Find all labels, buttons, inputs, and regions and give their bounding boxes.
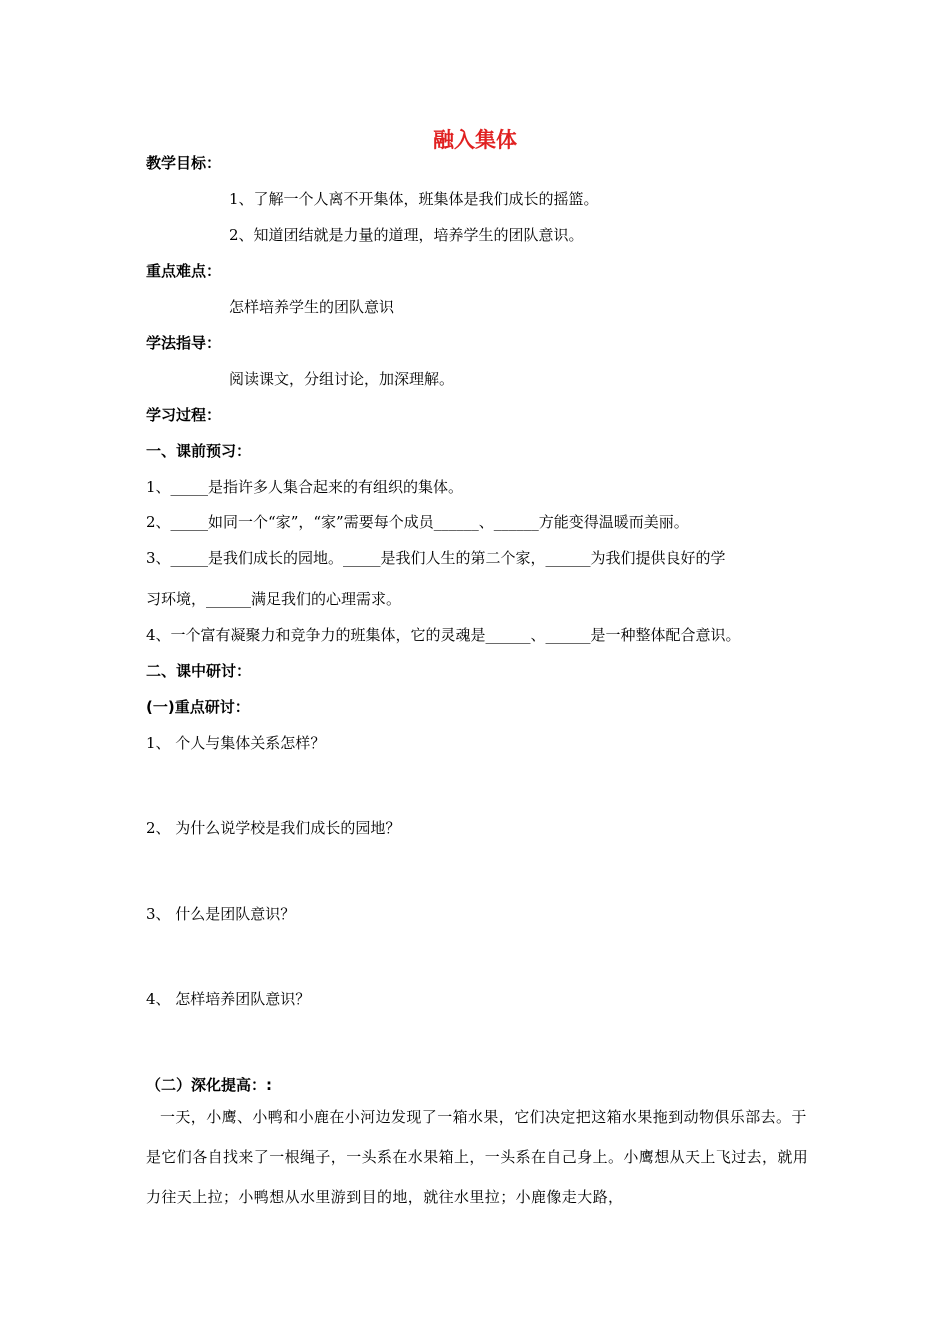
question-4: 4、 怎样培养团队意识？: [146, 990, 311, 1008]
focus-heading: (一)重点研讨：: [146, 698, 250, 716]
preview-item-3a: 3、_____是我们成长的园地。_____是我们人生的第二个家，______为我们提供良好的学: [146, 549, 726, 567]
document-title: 融入集体: [433, 128, 517, 152]
preview-item-4: 4、一个富有凝聚力和竞争力的班集体，它的灵魂是______、______是一种整体配合意识。: [146, 626, 741, 644]
story-paragraph: 一天，小鹰、小鸭和小鹿在小河边发现了一箱水果，它们决定把这箱水果拖到动物俱乐部去。于是它们各自找来了一根绳子，一头系在水果箱上，一头系在自己身上。小鹰想从天上飞过去，就用力往天上拉；小鸭想从水里游到目的地，就往水里拉；小鹿像走大路，: [146, 1108, 809, 1206]
method-text: 阅读课文，分组讨论，加深理解。: [229, 370, 455, 388]
preview-heading: 一、课前预习：: [146, 442, 252, 460]
key-points-heading: 重点难点：: [146, 262, 222, 280]
deepen-heading: （二）深化提高：:: [146, 1076, 272, 1094]
preview-item-1: 1、_____是指许多人集合起来的有组织的集体。: [146, 478, 464, 496]
process-heading: 学习过程：: [146, 406, 222, 424]
preview-item-3b: 习环境，______满足我们的心理需求。: [146, 590, 402, 608]
question-2: 2、 为什么说学校是我们成长的园地？: [146, 819, 401, 837]
goals-heading: 教学目标：: [146, 154, 222, 172]
method-heading: 学法指导：: [146, 334, 222, 352]
question-1: 1、 个人与集体关系怎样？: [146, 734, 326, 752]
goal-item-1: 1、了解一个人离不开集体，班集体是我们成长的摇篮。: [229, 190, 599, 208]
question-3: 3、 什么是团队意识？: [146, 905, 296, 923]
key-points-text: 怎样培养学生的团队意识: [229, 298, 395, 316]
preview-item-2: 2、_____如同一个“家”，“家”需要每个成员______、______方能变得温暖而美丽。: [146, 513, 689, 531]
goal-item-2: 2、知道团结就是力量的道理，培养学生的团队意识。: [229, 226, 584, 244]
study-heading: 二、课中研讨：: [146, 662, 252, 680]
